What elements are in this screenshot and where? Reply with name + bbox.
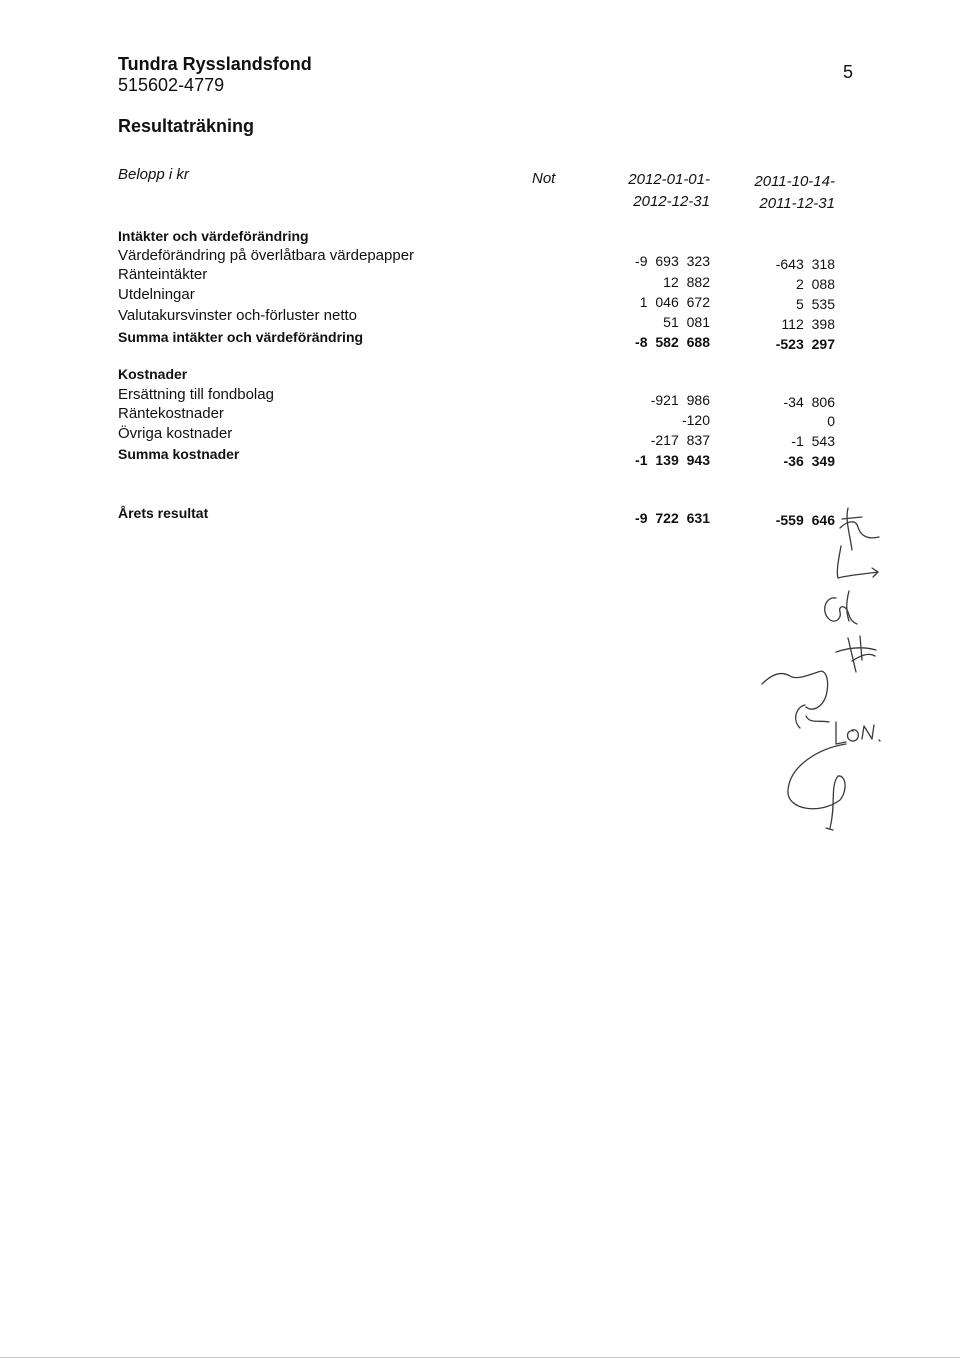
signature-5 <box>762 671 828 709</box>
row-value-current: -921 986 <box>650 392 710 408</box>
fund-name: Tundra Rysslandsfond <box>118 54 312 74</box>
unit-label: Belopp i kr <box>118 166 189 183</box>
row-value-prior: 112 398 <box>781 316 835 332</box>
row-label: Värdeförändring på överlåtbara värdepapper <box>118 247 415 264</box>
total-label-costs: Summa kostnader <box>118 446 240 462</box>
row-label: Räntekostnader <box>118 405 224 422</box>
signature-8 <box>788 744 846 830</box>
prior-period-end: 2011-12-31 <box>759 195 835 212</box>
prior-period-start: 2011-10-14- <box>754 173 835 190</box>
total-value-current: -8 582 688 <box>635 334 710 350</box>
note-column-header: Not <box>532 170 556 187</box>
row-value-current: -120 <box>681 412 710 428</box>
row-value-current: -217 837 <box>650 432 710 448</box>
signature-initials-3 <box>825 591 857 624</box>
result-value-current: -9 722 631 <box>635 510 710 526</box>
row-label: Utdelningar <box>118 286 195 303</box>
row-label: Ränteintäkter <box>118 266 208 283</box>
result-label: Årets resultat <box>118 505 209 521</box>
signature-initials-6 <box>796 705 829 728</box>
total-label-income: Summa intäkter och värdeförändring <box>118 329 364 345</box>
page-title: Resultaträkning <box>118 116 255 136</box>
signature-initials-2 <box>837 546 878 578</box>
row-value-prior: -643 318 <box>775 256 835 272</box>
total-value-current: -1 139 943 <box>635 452 710 468</box>
row-value-prior: 5 535 <box>795 296 835 312</box>
row-label: Ersättning till fondbolag <box>118 386 274 403</box>
page-number: 5 <box>843 62 854 82</box>
row-value-prior: 2 088 <box>795 276 835 292</box>
current-period-start: 2012-01-01- <box>628 171 710 188</box>
signature-initials-7 <box>836 722 880 744</box>
signature-initials-1 <box>840 508 879 550</box>
current-period-end: 2012-12-31 <box>633 193 710 210</box>
row-label: Övriga kostnader <box>118 425 233 442</box>
scan-edge-line <box>0 1357 960 1358</box>
total-value-prior: -523 297 <box>775 336 835 352</box>
section-heading-income: Intäkter och värdeförändring <box>118 228 309 244</box>
row-value-current: -9 693 323 <box>635 253 710 269</box>
row-value-prior: -1 543 <box>791 433 835 449</box>
row-value-current: 12 882 <box>663 274 710 290</box>
row-value-current: 51 081 <box>663 314 710 330</box>
org-number: 515602-4779 <box>118 75 225 95</box>
section-heading-costs: Kostnader <box>118 366 188 382</box>
result-value-prior: -559 646 <box>775 512 835 528</box>
row-value-prior: 0 <box>827 413 835 429</box>
row-label: Valutakursvinster och-förluster netto <box>118 307 357 324</box>
signature-initials-4 <box>836 636 876 672</box>
total-value-prior: -36 349 <box>783 453 835 469</box>
row-value-prior: -34 806 <box>783 394 835 410</box>
row-value-current: 1 046 672 <box>639 294 710 310</box>
